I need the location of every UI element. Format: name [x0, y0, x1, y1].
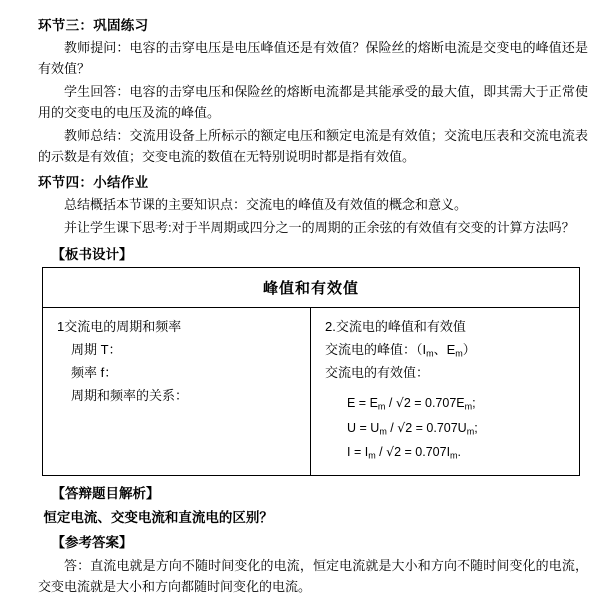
- section-heading-2: 环节四：小结作业: [38, 175, 149, 191]
- board-design-label: 【板书设计】: [51, 247, 133, 263]
- board-left-line-2: 频率 f：: [71, 364, 118, 380]
- section-2-paragraph-2: 并让学生课下思考:对于半周期或四分之一的周期的正余弦的有效值有交变的计算方法吗？: [64, 220, 575, 236]
- section-2-paragraph-1: 总结概括本节课的主要知识点：交流电的峰值及有效值的概念和意义。: [64, 197, 468, 213]
- formula-emf: $E = E_m / √2 = 0.707E_m$;: [347, 394, 476, 412]
- section-heading-1: 环节三：巩固练习: [38, 18, 149, 33]
- section-1-paragraph-1: 教师提问：电容的击穿电压是电压峰值还是有效值？保险丝的熔断电流是交变电的峰值还是有效值？: [38, 40, 588, 77]
- board-formula-list: [347, 391, 569, 465]
- reference-answer-paragraph: 答：直流电就是方向不随时间变化的电流，恒定电流就是大小和方向不随时间变化的电流，交变电流就是大小和方向都随时间变化的电流。: [38, 558, 588, 595]
- board-right-peak-line: 交流电的峰值：（$I_m$、$E_m$）: [325, 342, 476, 359]
- reference-answer-label: 【参考答案】: [51, 535, 133, 551]
- formula-voltage: $U = U_m / √2 = 0.707U_m$;: [347, 419, 478, 436]
- board-left-line-3: 周期和频率的关系：: [71, 387, 189, 403]
- board-right-heading: 2.交流电的峰值和有效值: [325, 319, 466, 335]
- formula-current: $I = I_m / √2 = 0.707I_m$.: [347, 444, 462, 461]
- board-column-left: [43, 308, 311, 475]
- board-left-heading: 1交流电的周期和频率: [57, 319, 182, 335]
- debate-question: 恒定电流、交变电流和直流电的区别？: [43, 510, 273, 526]
- board-design-table: [42, 267, 580, 476]
- answer-analysis-label: 【答辩题目解析】: [51, 486, 160, 502]
- board-left-line-1: 周期 T：: [71, 342, 122, 358]
- board-right-rms-line: 交流电的有效值：: [325, 365, 430, 381]
- board-column-right: [311, 308, 579, 475]
- board-title: 峰值和有效值: [43, 268, 579, 308]
- board-body: [43, 308, 579, 475]
- section-1-paragraph-2: 学生回答：电容的击穿电压和保险丝的熔断电流都是其能承受的最大值，即其需大于正常使用的交变电的电压及流的峰值。: [38, 84, 588, 121]
- section-1-paragraph-3: 教师总结：交流用设备上所标示的额定电压和额定电流是有效值；交流电压表和交流电流表的示数是有效值；交变电流的数值在无特别说明时都是指有效值。: [38, 128, 588, 165]
